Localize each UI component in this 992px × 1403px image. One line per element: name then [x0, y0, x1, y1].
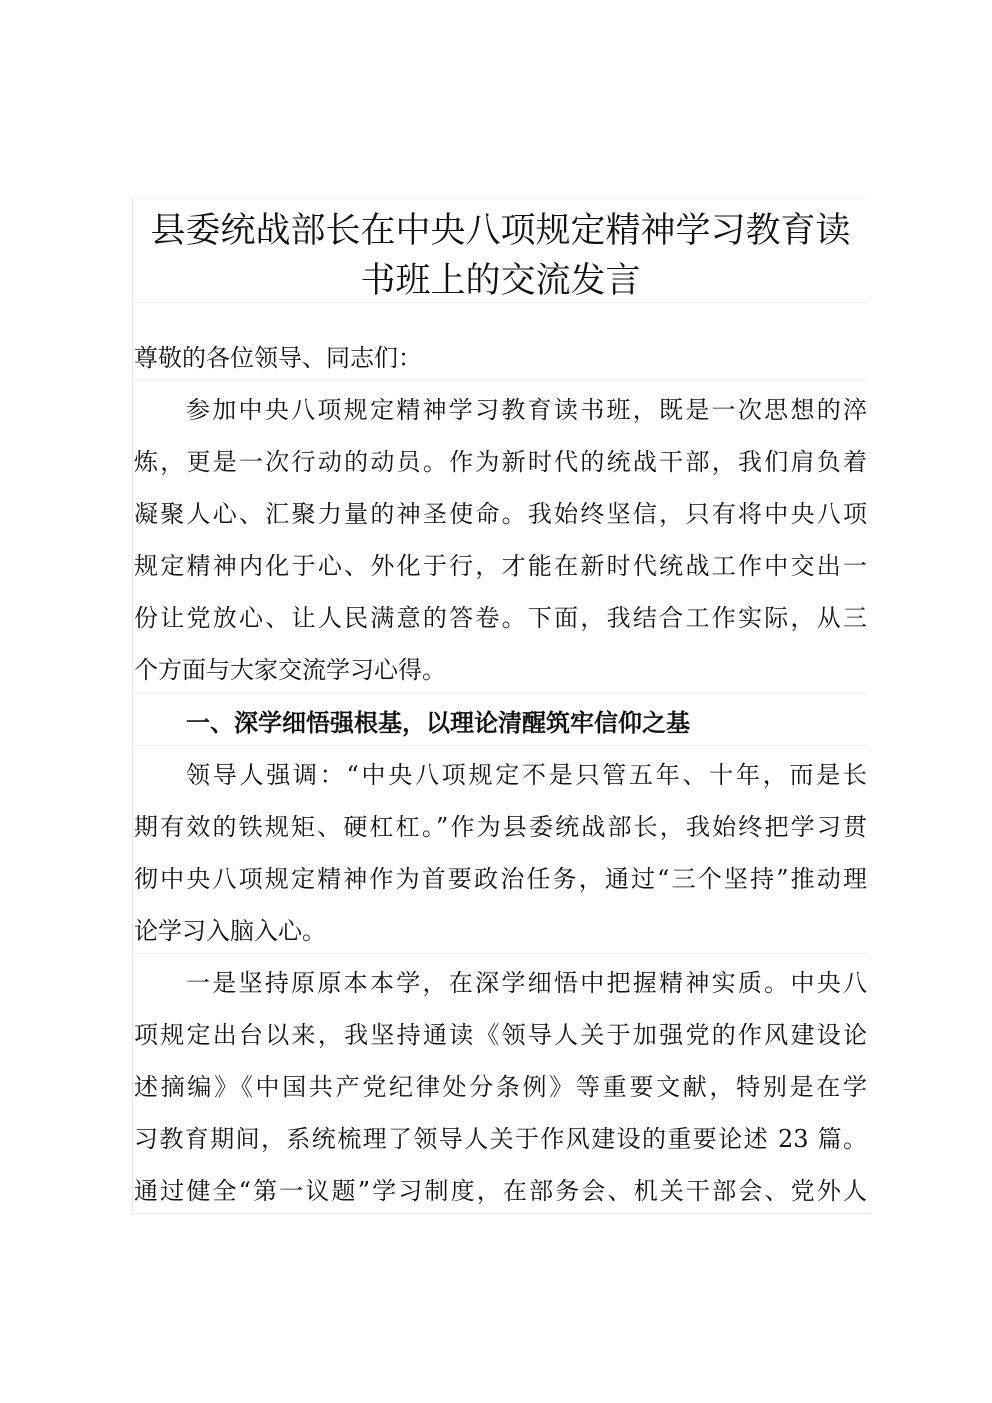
salutation: 尊敬的各位领导、同志们： — [134, 344, 422, 372]
section-heading: 一、深学细悟强根基，以理论清醒筑牢信仰之基 — [186, 709, 690, 737]
paragraph-1-line-6: 个方面与大家交流学习心得。 — [134, 656, 446, 684]
paragraph-2-line-2: 期有效的铁规矩、硬杠杠。”作为县委统战部长，我始终把学习贯 — [134, 813, 867, 841]
document-title-line-2: 书班上的交流发言 — [360, 261, 641, 301]
paragraph-3-line-2: 项规定出台以来，我坚持通读《领导人关于加强党的作风建设论 — [134, 1021, 867, 1049]
paragraph-3-line-3: 述摘编》《中国共产党纪律处分条例》等重要文献，特别是在学 — [134, 1073, 867, 1101]
paragraph-1-line-5: 份让党放心、让人民满意的答卷。下面，我结合工作实际，从三 — [134, 604, 867, 632]
paragraph-1-line-3: 凝聚人心、汇聚力量的神圣使命。我始终坚信，只有将中央八项 — [134, 500, 867, 528]
divider — [132, 302, 869, 303]
divider — [132, 693, 869, 694]
divider — [132, 380, 869, 381]
divider — [132, 953, 869, 954]
paragraph-1-line-4: 规定精神内化于心、外化于行，才能在新时代统战工作中交出一 — [134, 552, 867, 580]
paragraph-2-line-4: 论学习入脑入心。 — [134, 917, 326, 945]
paragraph-3-line-1: 一是坚持原原本本学，在深学细悟中把握精神实质。中央八 — [186, 969, 867, 997]
paragraph-3-line-4: 习教育期间，系统梳理了领导人关于作风建设的重要论述 23 篇。 — [134, 1125, 867, 1153]
paragraph-1-line-2: 炼，更是一次行动的动员。作为新时代的统战干部，我们肩负着 — [134, 448, 867, 476]
paragraph-1-line-1: 参加中央八项规定精神学习教育读书班，既是一次思想的淬 — [186, 396, 867, 424]
paragraph-3-line-5: 通过健全“第一议题”学习制度，在部务会、机关干部会、党外人 — [134, 1177, 867, 1205]
paragraph-2-line-3: 彻中央八项规定精神作为首要政治任务，通过“三个坚持”推动理 — [134, 865, 867, 893]
paragraph-2-line-1: 领导人强调：“中央八项规定不是只管五年、十年，而是长 — [186, 761, 867, 789]
document-title-line-1: 县委统战部长在中央八项规定精神学习教育读 — [150, 211, 851, 251]
divider — [132, 745, 869, 746]
